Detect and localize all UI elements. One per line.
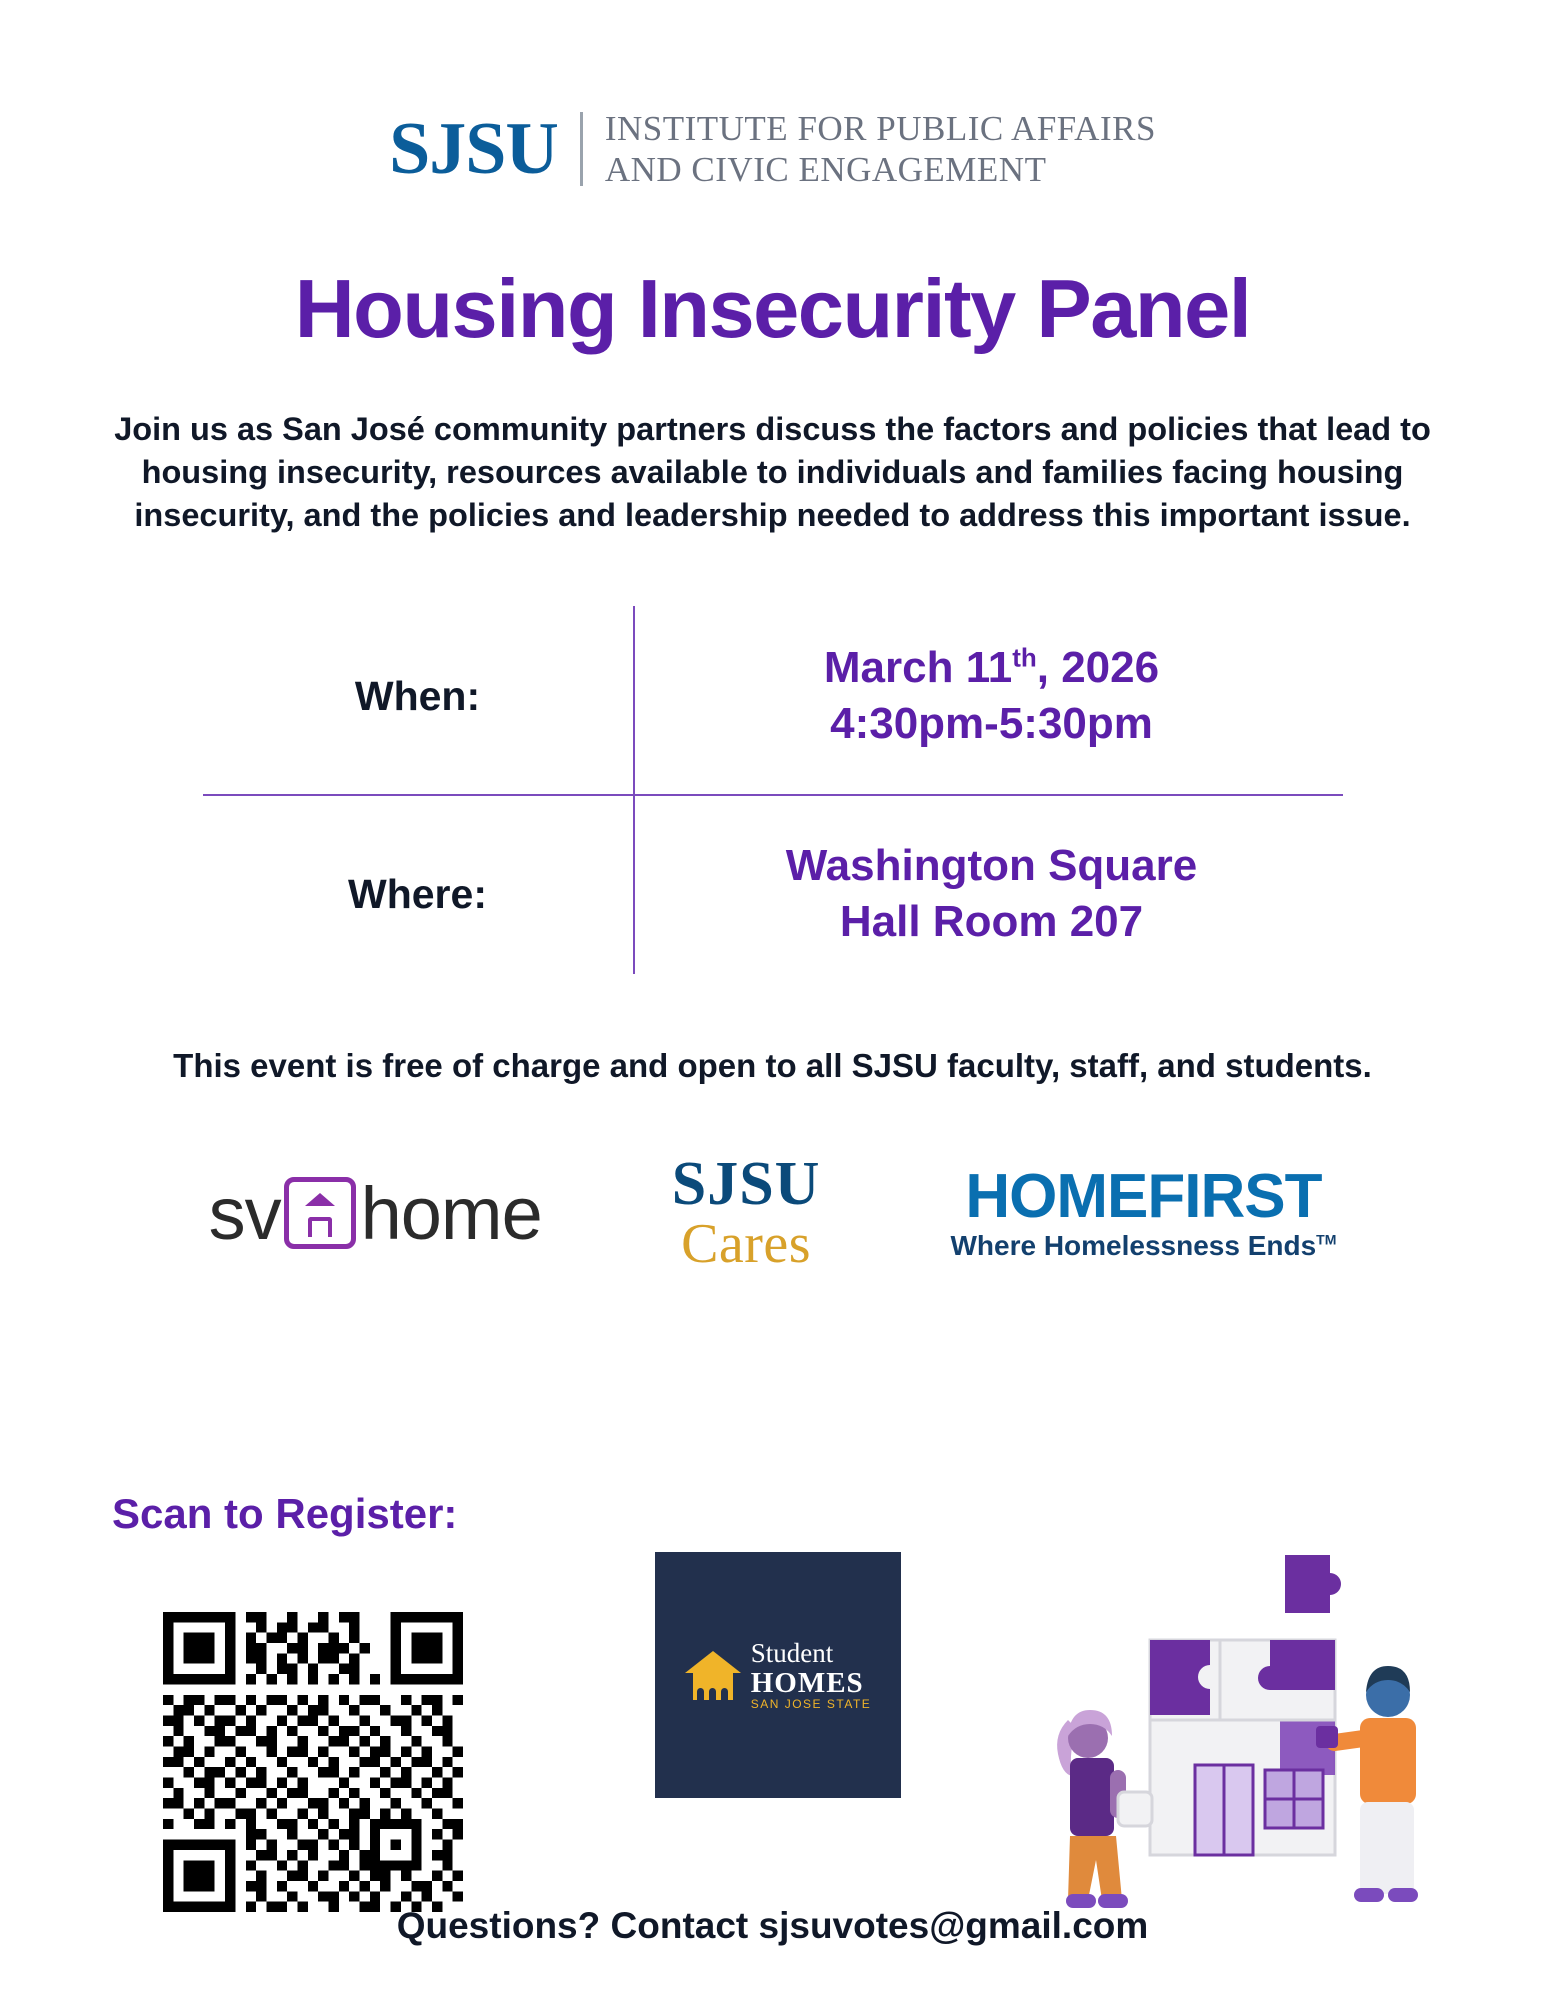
details-vertical-rule xyxy=(633,606,635,974)
svahome-logo xyxy=(209,1171,542,1256)
free-admission-note: This event is free of charge and open to all SJSU faculty, staff, and students. xyxy=(173,1047,1372,1085)
contact-line: Questions? Contact sjsuvotes@gmail.com xyxy=(396,1905,1149,1946)
homefirst-name: HOMEFIRST xyxy=(965,1162,1322,1232)
qr-code[interactable] xyxy=(163,1612,463,1912)
when-date-line xyxy=(641,640,1343,696)
intro-paragraph: Join us as San José community partners discuss the factors and policies that lead to housing insecurity, resources available to individuals and families facing housing insecurity, and the policies and leadership needed to address this important issue. xyxy=(114,410,1431,533)
sjsu-wordmark: SJSU xyxy=(389,108,558,191)
logo-divider xyxy=(580,112,583,186)
sjsu-cares-logo xyxy=(671,1149,821,1276)
when-date-year: , 2026 xyxy=(1036,643,1160,693)
house-with-people-icon xyxy=(685,1647,741,1703)
student-homes-line1: Student xyxy=(750,1638,834,1669)
where-line2: Hall Room 207 xyxy=(839,897,1144,947)
where-line1: Washington Square xyxy=(785,841,1198,891)
sponsor-logos xyxy=(0,1149,1545,1276)
svahome-prefix: sv xyxy=(208,1171,281,1255)
homefirst-tagline: Where Homelessness Ends xyxy=(950,1230,1317,1262)
svahome-suffix: home xyxy=(360,1171,542,1255)
where-label: Where: xyxy=(348,870,487,917)
student-homes-line3: SAN JOSE STATE xyxy=(750,1697,872,1712)
student-homes-line2: HOMES xyxy=(750,1666,864,1699)
when-date: March 11 xyxy=(823,643,1013,693)
institute-name-line2: AND CIVIC ENGAGEMENT xyxy=(604,150,1047,190)
student-homes-logo xyxy=(655,1552,901,1798)
scan-to-register-label: Scan to Register: xyxy=(112,1490,458,1537)
institute-name xyxy=(605,108,1156,191)
institute-name-line1: INSTITUTE FOR PUBLIC AFFAIRS xyxy=(604,109,1156,148)
trademark-symbol: TM xyxy=(1316,1231,1337,1248)
event-details xyxy=(203,598,1343,992)
details-row-when xyxy=(203,598,1343,794)
page-title: Housing Insecurity Panel xyxy=(294,261,1251,355)
details-row-where xyxy=(203,796,1343,992)
student-homes-text xyxy=(751,1639,872,1710)
sjsu-cares-line2: Cares xyxy=(681,1213,812,1276)
sjsu-ipace-logo xyxy=(0,0,1545,191)
when-value xyxy=(633,640,1343,753)
when-label: When: xyxy=(354,672,481,719)
sjsu-cares-line1: SJSU xyxy=(671,1149,821,1218)
when-date-ordinal: th xyxy=(1012,642,1037,673)
people-building-puzzle-house-illustration xyxy=(1030,1520,1460,1940)
homefirst-tagline-row xyxy=(950,1232,1336,1260)
when-time: 4:30pm-5:30pm xyxy=(830,699,1153,749)
homefirst-logo xyxy=(950,1162,1337,1262)
where-value xyxy=(633,838,1343,951)
house-icon xyxy=(284,1177,356,1249)
